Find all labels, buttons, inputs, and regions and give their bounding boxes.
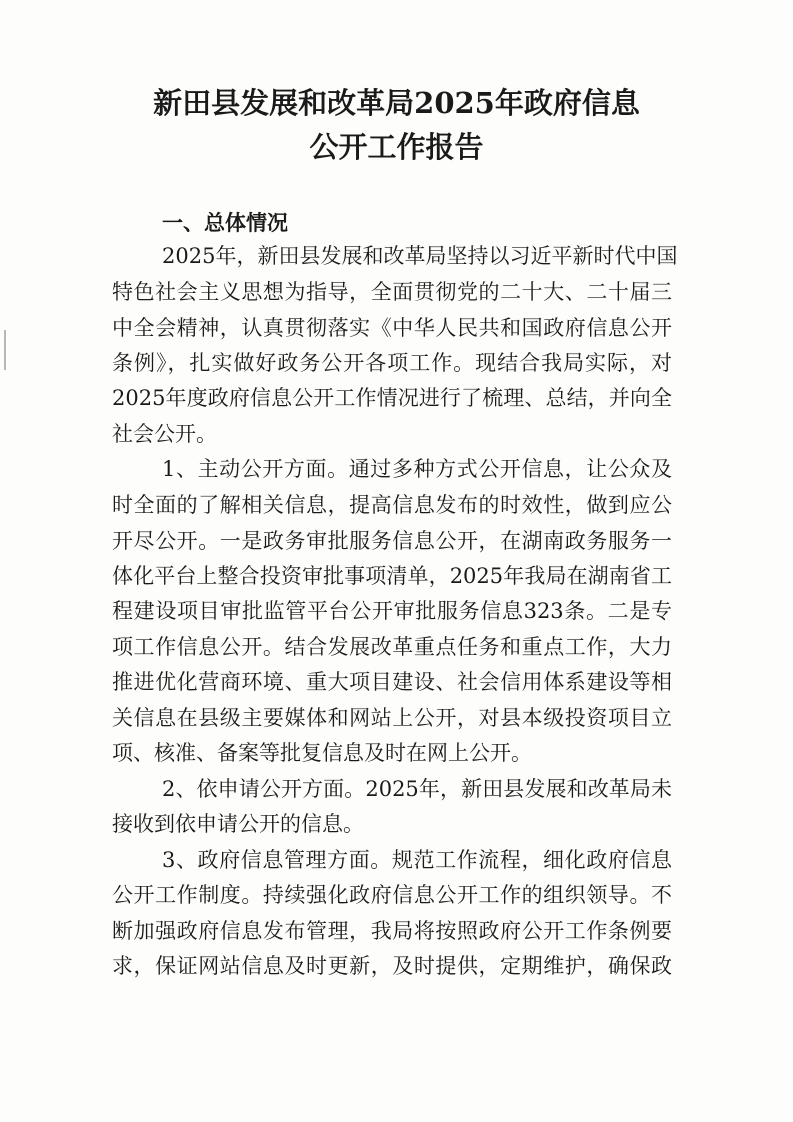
body-line: 1、主动公开方面。通过多种方式公开信息，让公众及	[162, 457, 672, 481]
scan-artifact	[4, 330, 6, 370]
body-line: 体化平台上整合投资审批事项清单，2025年我局在湖南省工	[112, 564, 672, 588]
body-line: 程建设项目审批监管平台公开审批服务信息323条。二是专	[112, 599, 672, 623]
body-line: 2、依申请公开方面。2025年，新田县发展和改革局未	[162, 777, 672, 801]
document-title-line-1: 新田县发展和改革局2025年政府信息	[153, 86, 640, 120]
body-line: 项、核准、备案等批复信息及时在网上公开。	[112, 741, 532, 765]
document-title-line-2: 公开工作报告	[309, 130, 484, 164]
section-heading-overview: 一、总体情况	[162, 211, 288, 235]
body-line: 公开工作制度。持续强化政府信息公开工作的组织领导。不	[112, 883, 672, 907]
body-line: 特色社会主义思想为指导，全面贯彻党的二十大、二十届三	[112, 280, 672, 304]
body-line: 3、政府信息管理方面。规范工作流程，细化政府信息	[162, 848, 672, 872]
body-line: 2025年，新田县发展和改革局坚持以习近平新时代中国	[162, 244, 678, 268]
body-line: 接收到依申请公开的信息。	[112, 812, 364, 836]
body-line: 求，保证网站信息及时更新，及时提供，定期维护，确保政	[112, 954, 672, 978]
body-line: 项工作信息公开。结合发展改革重点任务和重点工作，大力	[112, 635, 672, 659]
body-line: 中全会精神，认真贯彻落实《中华人民共和国政府信息公开	[112, 316, 672, 340]
body-line: 关信息在县级主要媒体和网站上公开，对县本级投资项目立	[112, 706, 672, 730]
body-line: 条例》，扎实做好政务公开各项工作。现结合我局实际，对	[112, 351, 672, 375]
body-line: 社会公开。	[112, 422, 217, 446]
body-line: 2025年度政府信息公开工作情况进行了梳理、总结，并向全	[112, 386, 672, 410]
body-line: 时全面的了解相关信息，提高信息发布的时效性，做到应公	[112, 493, 672, 517]
body-line: 开尽公开。一是政务审批服务信息公开，在湖南政务服务一	[112, 529, 672, 553]
body-line: 断加强政府信息发布管理，我局将按照政府公开工作条例要	[112, 919, 672, 943]
body-line: 推进优化营商环境、重大项目建设、社会信用体系建设等相	[112, 670, 672, 694]
